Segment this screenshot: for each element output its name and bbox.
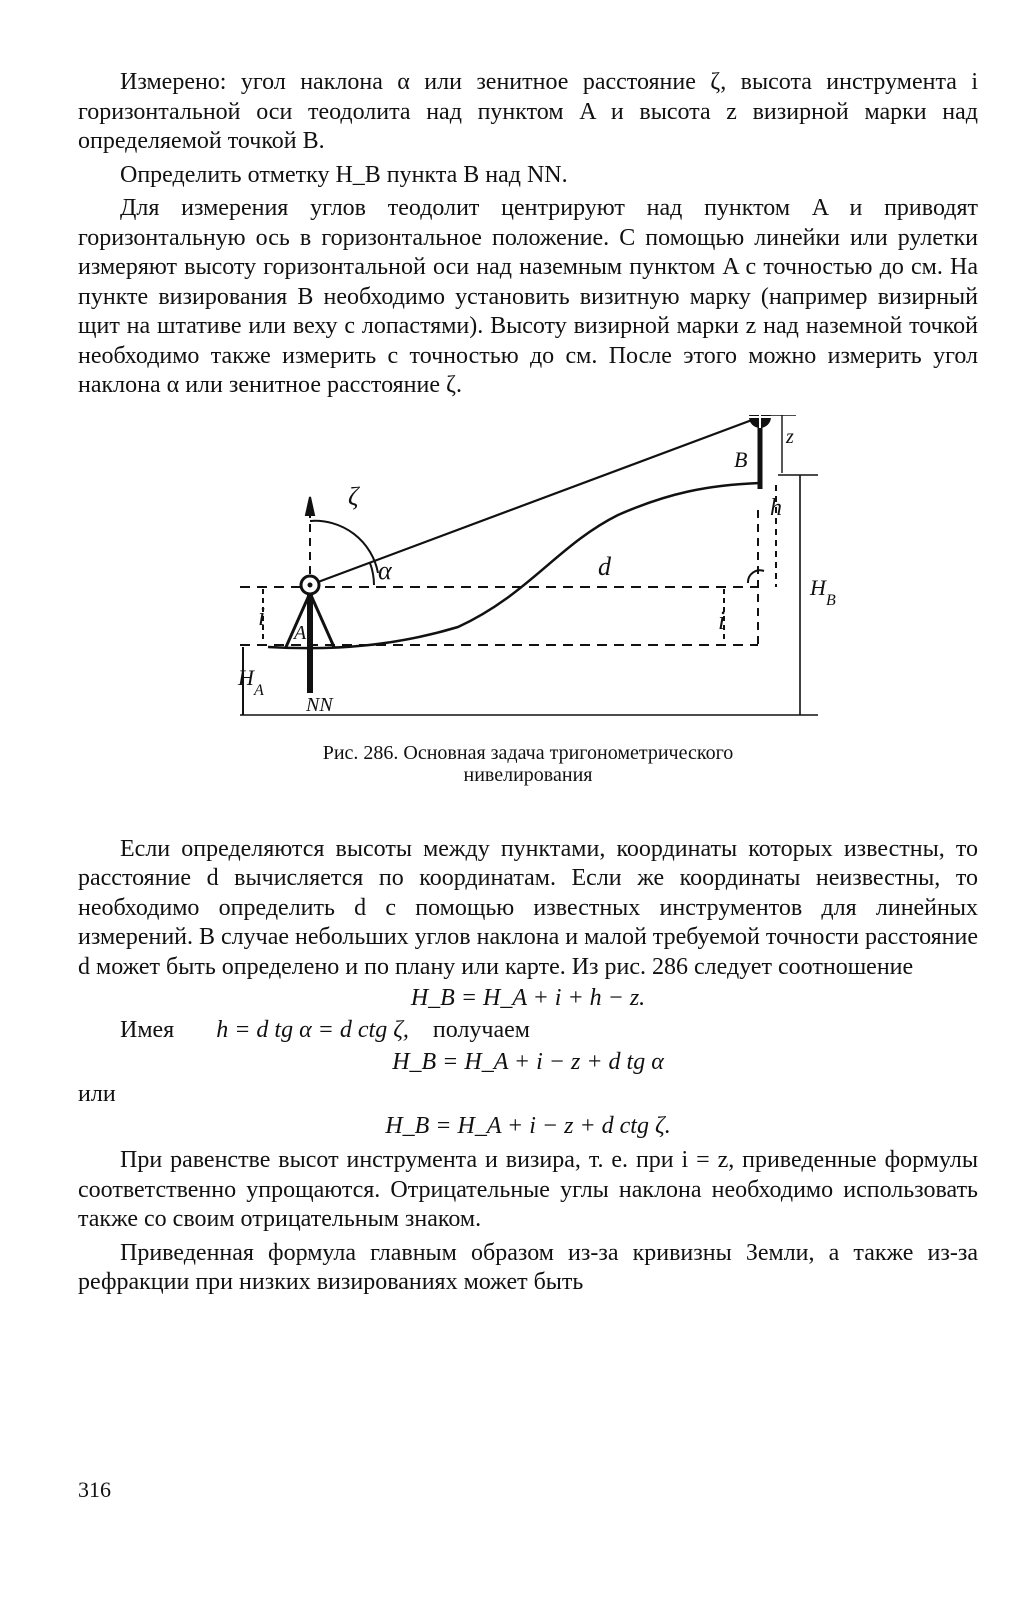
paragraph-equal-heights: При равенстве высот инструмента и визира, т. е. при i = z, приведенные формулы соответственно упрощаются. Отрицательные углы наклона необходимо использовать также со своим отрицательным знаком. — [78, 1147, 978, 1232]
formula-1: H_B = H_A + i + h − z. — [410, 985, 646, 1011]
label-z: z — [786, 425, 794, 448]
alpha-arc — [370, 563, 374, 585]
formula-3: H_B = H_A + i − z + d ctg ζ. — [385, 1113, 671, 1139]
page-number: 316 — [78, 1477, 111, 1502]
having-tail: получаем — [432, 1017, 530, 1043]
paragraph-curvature: Приведенная формула главным образом из-за кривизны Земли, а также из-за рефракции при низких визированиях может быть — [78, 1239, 978, 1295]
label-HB-sub: B — [826, 591, 836, 609]
having-line — [78, 1014, 978, 1046]
zeta-arc — [310, 520, 378, 572]
figure-286 — [78, 415, 978, 835]
arrow-up-icon — [306, 497, 314, 515]
having-equation: h = d tg α = d ctg ζ, — [216, 1017, 409, 1043]
label-i-left: i — [258, 601, 266, 631]
label-d: d — [598, 551, 611, 581]
label-HA: H — [238, 664, 254, 690]
or-word: или — [78, 1081, 116, 1107]
trig-leveling-diagram — [78, 415, 978, 835]
label-B: B — [734, 446, 748, 472]
label-h: h — [770, 494, 782, 521]
label-HB: H — [810, 574, 826, 600]
paragraph-determine: Определить отметку H_B пункта B над NN. — [120, 161, 568, 188]
paragraph-measured: Измерено: угол наклона α или зенитное расстояние ζ, высота инструмента i горизонтальной оси теодолита над пунктом A и высота z визирной марки над определяемой точкой B. — [78, 69, 978, 154]
figure-caption-line2: нивелирования — [463, 763, 593, 786]
label-HA-sub: A — [254, 681, 264, 699]
label-alpha: α — [378, 555, 392, 585]
formula-2: H_B = H_A + i − z + d tg α — [392, 1049, 664, 1075]
figure-caption-line1: Рис. 286. Основная задача тригонометрического — [322, 741, 734, 764]
label-A: A — [294, 621, 307, 644]
paragraph-procedure: Для измерения углов теодолит центрируют над пунктом A и приводят горизонтальную ось в горизонтальное положение. С помощью линейки или рулетки измеряют высоту горизонтальной оси над наземным пунктом A с точностью до см. На пункте визирования B необходимо установить визитную марку (например визирный щит на штативе или веху с лопастями). Высоту визирной марки z над наземной точкой необходимо также измерить с точностью до см. После этого можно измерить угол наклона α или зенитное расстояние ζ. — [78, 195, 978, 398]
having-lead: Имея — [120, 1017, 175, 1043]
label-i-right: i — [718, 605, 726, 635]
label-zeta: ζ — [348, 481, 359, 511]
label-NN: NN — [306, 693, 333, 716]
paragraph-distance: Если определяются высоты между пунктами, координаты которых известны, то расстояние d вычисляется по координатам. Если же координаты неизвестны, то необходимо определить d с помощью известных инструментов для линейных измерений. В случае небольших углов наклона и малой требуемой точности расстояние d может быть определено и по плану или карте. Из рис. 286 следует соотношение — [78, 835, 978, 980]
page-body — [78, 68, 978, 1298]
